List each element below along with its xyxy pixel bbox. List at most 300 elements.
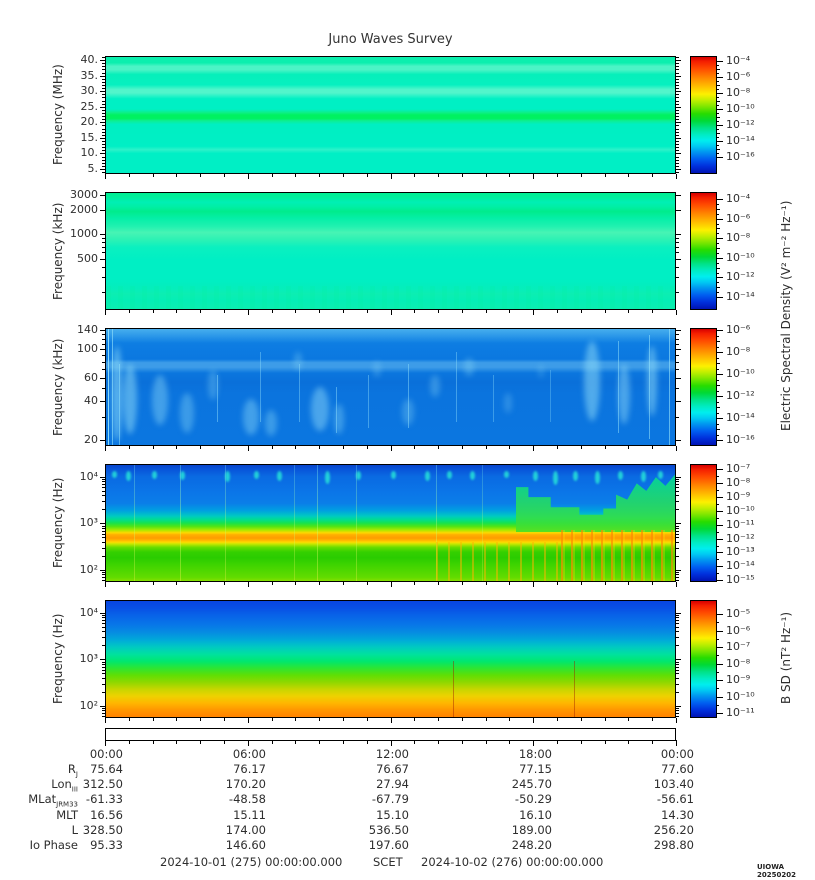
vertical-burst	[299, 364, 300, 422]
colorbar-minor-tick	[717, 573, 719, 574]
y-minor-tick	[102, 277, 105, 278]
y-minor-tick	[102, 141, 105, 142]
y-minor-tick	[102, 252, 105, 253]
emission-patch	[180, 393, 194, 433]
colorbar-minor-tick	[717, 532, 719, 533]
ephemeris-value: 197.60	[368, 838, 409, 852]
colorbar-tick-label: 10⁻¹¹	[726, 706, 755, 719]
x-tick	[628, 174, 629, 177]
x-tick	[438, 174, 439, 177]
x-tick	[509, 718, 510, 721]
x-tick	[200, 718, 201, 721]
x-tick	[129, 582, 130, 585]
ephemeris-row-label-sub: J	[75, 770, 78, 779]
timebar-tick	[367, 740, 368, 744]
colorbar-tick-label: 10⁻¹⁵	[726, 573, 755, 586]
x-tick	[248, 174, 249, 179]
y-major-tick	[100, 378, 105, 379]
y-major-tick	[100, 210, 105, 211]
y-minor-tick	[676, 166, 679, 167]
colorbar-tick	[717, 141, 723, 142]
y-minor-tick	[676, 620, 679, 621]
ephemeris-value: 76.67	[376, 762, 409, 776]
colorbar-e-khz-low	[690, 328, 717, 446]
ephemeris-row-label-sub: JRM33	[56, 800, 78, 809]
y-minor-tick	[676, 238, 679, 239]
colorbar-tick	[717, 341, 720, 342]
y-tick-label: 1000	[70, 227, 98, 240]
y-minor-tick	[102, 572, 105, 573]
y-major-tick	[676, 401, 681, 402]
ephemeris-value: 16.56	[90, 808, 123, 822]
vertical-streak	[317, 465, 318, 581]
colorbar-tick	[717, 77, 723, 78]
x-tick	[462, 446, 463, 449]
cyan-blob	[533, 471, 538, 481]
y-minor-tick	[102, 160, 105, 161]
x-tick	[438, 582, 439, 585]
x-tick	[533, 718, 534, 723]
colorbar-tick	[717, 248, 720, 249]
y-minor-tick	[102, 150, 105, 151]
cyan-blob	[504, 471, 509, 478]
x-tick	[581, 582, 582, 585]
x-tick	[343, 582, 344, 585]
colorbar-tick-label: 10⁻⁸	[726, 345, 751, 358]
x-tick	[605, 174, 606, 177]
timebar-tick	[272, 740, 273, 744]
colorbar-tick-label: 10⁻¹⁰	[726, 690, 755, 703]
orange-burst-region-mid	[436, 542, 561, 581]
x-tick	[391, 582, 392, 587]
x-tick	[367, 718, 368, 721]
colorbar-minor-tick	[717, 263, 719, 264]
colorbar-gradient	[691, 601, 716, 717]
colorbar-tick-label: 10⁻¹²	[726, 118, 755, 131]
y-minor-tick	[676, 531, 679, 532]
y-major-tick	[676, 60, 681, 61]
colorbar-minor-tick	[717, 559, 719, 560]
colorbar-tick	[717, 219, 723, 220]
x-tick	[200, 310, 201, 313]
x-tick	[224, 582, 225, 585]
y-major-tick	[100, 401, 105, 402]
colorbar-tick-label: 10⁻¹⁰	[726, 102, 755, 115]
timebar-tick	[129, 740, 130, 744]
y-minor-tick	[102, 548, 105, 549]
x-tick	[557, 718, 558, 721]
y-axis-label: Frequency (Hz)	[51, 613, 65, 705]
x-tick	[533, 582, 534, 587]
colorbar-tick	[717, 614, 723, 615]
emission-patch	[464, 358, 474, 376]
x-tick	[605, 582, 606, 585]
cyan-blob	[126, 471, 131, 481]
colorbar-minor-tick	[717, 129, 719, 130]
y-minor-tick	[102, 344, 105, 345]
y-minor-tick	[676, 572, 679, 573]
vertical-burst	[112, 329, 113, 445]
spectrogram-panel-e-hz	[105, 464, 676, 582]
y-minor-tick	[102, 623, 105, 624]
y-major-tick	[100, 570, 105, 571]
y-minor-tick	[102, 526, 105, 527]
emission-patch	[311, 387, 329, 431]
y-major-tick	[676, 440, 681, 441]
y-tick-label: 500	[77, 252, 98, 265]
ephemeris-row-label-main: MLT	[56, 808, 78, 822]
y-axis-label: Frequency (MHz)	[51, 64, 65, 166]
ephemeris-row-label-sub: III	[71, 785, 78, 794]
y-tick-label: 20	[84, 433, 98, 446]
y-minor-tick	[676, 132, 679, 133]
y-tick-label: 3000	[70, 188, 98, 201]
y-minor-tick	[676, 104, 679, 105]
y-minor-tick	[676, 645, 679, 646]
x-tick	[391, 174, 392, 179]
colorbar-tick-label: 10⁻⁶	[726, 323, 751, 336]
y-minor-tick	[676, 344, 679, 345]
y-minor-tick	[102, 119, 105, 120]
y-minor-tick	[102, 267, 105, 268]
x-tick	[367, 446, 368, 449]
colorbar-tick-label: 10⁻⁶	[726, 624, 751, 637]
colorbar-tick	[717, 209, 720, 210]
y-minor-tick	[676, 534, 679, 535]
x-tick	[581, 446, 582, 449]
emission-patch	[152, 375, 168, 425]
y-minor-tick	[676, 662, 679, 663]
colorbar-minor-tick	[717, 81, 719, 82]
x-tick	[605, 718, 606, 721]
colorbar-tick-label: 10⁻⁸	[726, 476, 751, 489]
colorbar-tick	[717, 287, 720, 288]
vertical-burst	[669, 329, 670, 445]
ephemeris-value: 256.20	[653, 823, 694, 837]
vertical-burst	[649, 335, 650, 439]
y-minor-tick	[102, 708, 105, 709]
emission-patch	[265, 410, 277, 436]
colorbar-tick	[717, 680, 723, 681]
y-minor-tick	[676, 637, 679, 638]
cyan-blob	[553, 471, 558, 485]
y-major-tick	[100, 706, 105, 707]
y-minor-tick	[102, 113, 105, 114]
y-minor-tick	[102, 537, 105, 538]
y-minor-tick	[102, 673, 105, 674]
y-minor-tick	[676, 623, 679, 624]
timebar-tick	[652, 740, 653, 744]
colorbar-tick	[717, 539, 723, 540]
electric-spectral-density-axis-label: Electric Spectral Density (V² m⁻² Hz⁻¹)	[779, 200, 793, 432]
y-minor-tick	[102, 528, 105, 529]
y-minor-tick	[102, 88, 105, 89]
colorbar-tick	[717, 511, 723, 512]
y-minor-tick	[102, 417, 105, 418]
y-minor-tick	[676, 172, 679, 173]
colorbar-tick-label: 10⁻¹⁴	[726, 559, 755, 572]
y-major-tick	[100, 195, 105, 196]
colorbar-tick-label: 10⁻¹⁴	[726, 290, 755, 303]
colorbar-minor-tick	[717, 504, 719, 505]
colorbar-tick	[717, 483, 723, 484]
y-minor-tick	[102, 501, 105, 502]
x-tick	[509, 310, 510, 313]
x-tick	[153, 582, 154, 585]
colorbar-minor-tick	[717, 253, 719, 254]
y-minor-tick	[676, 684, 679, 685]
x-tick	[652, 582, 653, 585]
y-minor-tick	[102, 292, 105, 293]
ephemeris-value: 312.50	[82, 777, 123, 791]
cyan-blob	[595, 471, 600, 484]
x-tick	[533, 446, 534, 451]
colorbar-tick	[717, 199, 723, 200]
x-tick	[272, 310, 273, 313]
colorbar-minor-tick	[717, 622, 719, 623]
x-tick	[414, 446, 415, 449]
colorbar-tick	[717, 277, 723, 278]
y-tick-label: 35.	[80, 69, 98, 82]
x-tick	[224, 446, 225, 449]
y-minor-tick	[676, 664, 679, 665]
y-minor-tick	[676, 580, 679, 581]
y-minor-tick	[102, 339, 105, 340]
y-minor-tick	[102, 163, 105, 164]
y-minor-tick	[102, 615, 105, 616]
y-minor-tick	[102, 110, 105, 111]
ephemeris-value: 328.50	[82, 823, 123, 837]
credit-stamp: UIOWA 20250202	[757, 863, 796, 879]
y-major-tick	[100, 349, 105, 350]
colorbar-tick-label: 10⁻¹⁶	[726, 433, 755, 446]
colorbar-e-hz	[690, 464, 717, 582]
x-tick	[652, 718, 653, 721]
timebar-tick	[557, 740, 558, 744]
x-tick	[272, 446, 273, 449]
timebar-tick	[343, 740, 344, 744]
ephemeris-row-label-main: R	[67, 762, 76, 776]
y-minor-tick	[102, 355, 105, 356]
x-tick	[652, 174, 653, 177]
cyan-blob	[573, 471, 578, 481]
cyan-blob	[658, 471, 663, 479]
x-tick	[367, 174, 368, 177]
emission-patch	[123, 364, 137, 434]
colorbar-tick-label: 10⁻¹²	[726, 532, 755, 545]
y-tick-label: 5.	[87, 162, 98, 175]
x-tick	[414, 174, 415, 177]
emission-patch	[647, 346, 657, 416]
colorbar-tick	[717, 330, 723, 331]
timebar-tick	[224, 740, 225, 744]
x-tick	[200, 174, 201, 177]
colorbar-minor-tick	[717, 639, 719, 640]
colorbar-tick-label: 10⁻¹⁴	[726, 134, 755, 147]
y-minor-tick	[102, 556, 105, 557]
y-tick-label: 40.	[80, 53, 98, 66]
y-tick-label: 30.	[80, 84, 98, 97]
timebar-tick	[295, 740, 296, 744]
y-major-tick	[676, 210, 681, 211]
scet-label: SCET	[373, 855, 403, 869]
x-tick	[414, 310, 415, 313]
colorbar-minor-tick	[717, 233, 719, 234]
vertical-streak	[180, 465, 181, 581]
x-tick	[105, 310, 106, 315]
x-tick	[129, 446, 130, 449]
x-tick	[176, 582, 177, 585]
y-minor-tick	[102, 713, 105, 714]
cyan-blob	[112, 471, 117, 478]
y-minor-tick	[676, 388, 679, 389]
y-minor-tick	[102, 82, 105, 83]
colorbar-tick-label: 10⁻⁹	[726, 673, 751, 686]
colorbar-minor-tick	[717, 204, 719, 205]
x-tick	[509, 174, 510, 177]
y-minor-tick	[102, 620, 105, 621]
x-tick	[652, 446, 653, 449]
y-minor-tick	[102, 63, 105, 64]
ephemeris-row-label-main: MLat	[28, 792, 57, 806]
colorbar-minor-tick	[717, 292, 719, 293]
spectrogram-panel-e-khz-high	[105, 192, 676, 310]
ephemeris-row-label-main: L	[71, 823, 78, 837]
y-major-tick	[100, 523, 105, 524]
x-tick	[105, 718, 106, 723]
colorbar-tick	[717, 374, 723, 375]
x-tick	[438, 718, 439, 721]
x-tick	[533, 174, 534, 179]
y-minor-tick	[102, 147, 105, 148]
x-tick	[272, 174, 273, 177]
y-minor-tick	[102, 662, 105, 663]
y-minor-tick	[676, 267, 679, 268]
emission-patch	[373, 361, 381, 377]
y-major-tick	[100, 138, 105, 139]
x-tick	[391, 718, 392, 723]
x-tick	[129, 718, 130, 721]
y-minor-tick	[676, 667, 679, 668]
x-tick	[581, 718, 582, 721]
vertical-streak	[294, 465, 295, 581]
y-minor-tick	[676, 556, 679, 557]
y-minor-tick	[676, 362, 679, 363]
y-minor-tick	[676, 334, 679, 335]
y-tick-label: 10³	[79, 516, 98, 529]
x-tick	[557, 310, 558, 313]
y-minor-tick	[676, 479, 679, 480]
vertical-burst	[368, 375, 369, 427]
x-tick	[486, 310, 487, 313]
y-minor-tick	[676, 242, 679, 243]
colorbar-tick	[717, 69, 720, 70]
y-major-tick	[676, 349, 681, 350]
colorbar-tick-label: 10⁻¹⁶	[726, 150, 755, 163]
y-axis-label: Frequency (Hz)	[51, 477, 65, 569]
vertical-burst	[618, 341, 619, 434]
y-minor-tick	[676, 617, 679, 618]
y-minor-tick	[102, 166, 105, 167]
timebar-tick	[676, 740, 677, 746]
colorbar-tick-label: 10⁻⁸	[726, 231, 751, 244]
y-minor-tick	[102, 710, 105, 711]
ephemeris-value: 76.17	[233, 762, 266, 776]
y-minor-tick	[676, 73, 679, 74]
colorbar-minor-tick	[717, 214, 719, 215]
y-minor-tick	[676, 574, 679, 575]
colorbar-tick	[717, 117, 720, 118]
timebar-tick	[153, 740, 154, 744]
y-minor-tick	[676, 116, 679, 117]
colorbar-tick-label: 10⁻⁷	[726, 640, 751, 653]
colorbar-tick-label: 10⁻¹¹	[726, 518, 755, 531]
y-minor-tick	[676, 113, 679, 114]
y-minor-tick	[676, 69, 679, 70]
timebar-tick	[509, 740, 510, 744]
x-tick	[343, 174, 344, 177]
colorbar-tick	[717, 552, 723, 553]
y-minor-tick	[102, 116, 105, 117]
y-major-tick	[676, 570, 681, 571]
timebar-tick	[462, 740, 463, 744]
y-minor-tick	[102, 157, 105, 158]
y-minor-tick	[676, 160, 679, 161]
cyan-blob	[447, 471, 452, 479]
x-tick	[295, 718, 296, 721]
colorbar-minor-tick	[717, 358, 719, 359]
timebar-tick	[319, 740, 320, 744]
y-tick-label: 2000	[70, 203, 98, 216]
y-minor-tick	[676, 144, 679, 145]
y-minor-tick	[102, 85, 105, 86]
x-tick	[129, 310, 130, 313]
x-tick	[224, 310, 225, 313]
y-minor-tick	[102, 247, 105, 248]
colorbar-tick	[717, 93, 723, 94]
ephemeris-value: 536.50	[368, 823, 409, 837]
time-tick-label: 06:00	[232, 747, 266, 761]
x-tick	[581, 174, 582, 177]
ephemeris-value: 15.10	[376, 808, 409, 822]
colorbar-minor-tick	[717, 380, 719, 381]
vertical-burst	[260, 352, 261, 422]
time-tick-label: 18:00	[518, 747, 552, 761]
colorbar-minor-tick	[717, 65, 719, 66]
y-minor-tick	[102, 627, 105, 628]
emission-patch	[538, 364, 544, 378]
emission-patch	[618, 364, 630, 424]
colorbar-tick-label: 10⁻⁹	[726, 490, 751, 503]
ephemeris-value: 77.60	[661, 762, 694, 776]
ephemeris-value: 174.00	[225, 823, 266, 837]
colorbar-tick-label: 10⁻⁶	[726, 212, 751, 225]
ephemeris-value: 95.33	[90, 838, 123, 852]
y-minor-tick	[102, 495, 105, 496]
y-major-tick	[100, 122, 105, 123]
y-minor-tick	[676, 247, 679, 248]
vertical-burst	[119, 364, 120, 445]
y-minor-tick	[676, 627, 679, 628]
y-major-tick	[676, 122, 681, 123]
y-minor-tick	[102, 542, 105, 543]
x-tick	[105, 446, 106, 451]
y-minor-tick	[676, 670, 679, 671]
figure-title: Juno Waves Survey	[328, 32, 453, 47]
x-tick	[367, 582, 368, 585]
x-tick	[628, 310, 629, 313]
y-minor-tick	[102, 678, 105, 679]
